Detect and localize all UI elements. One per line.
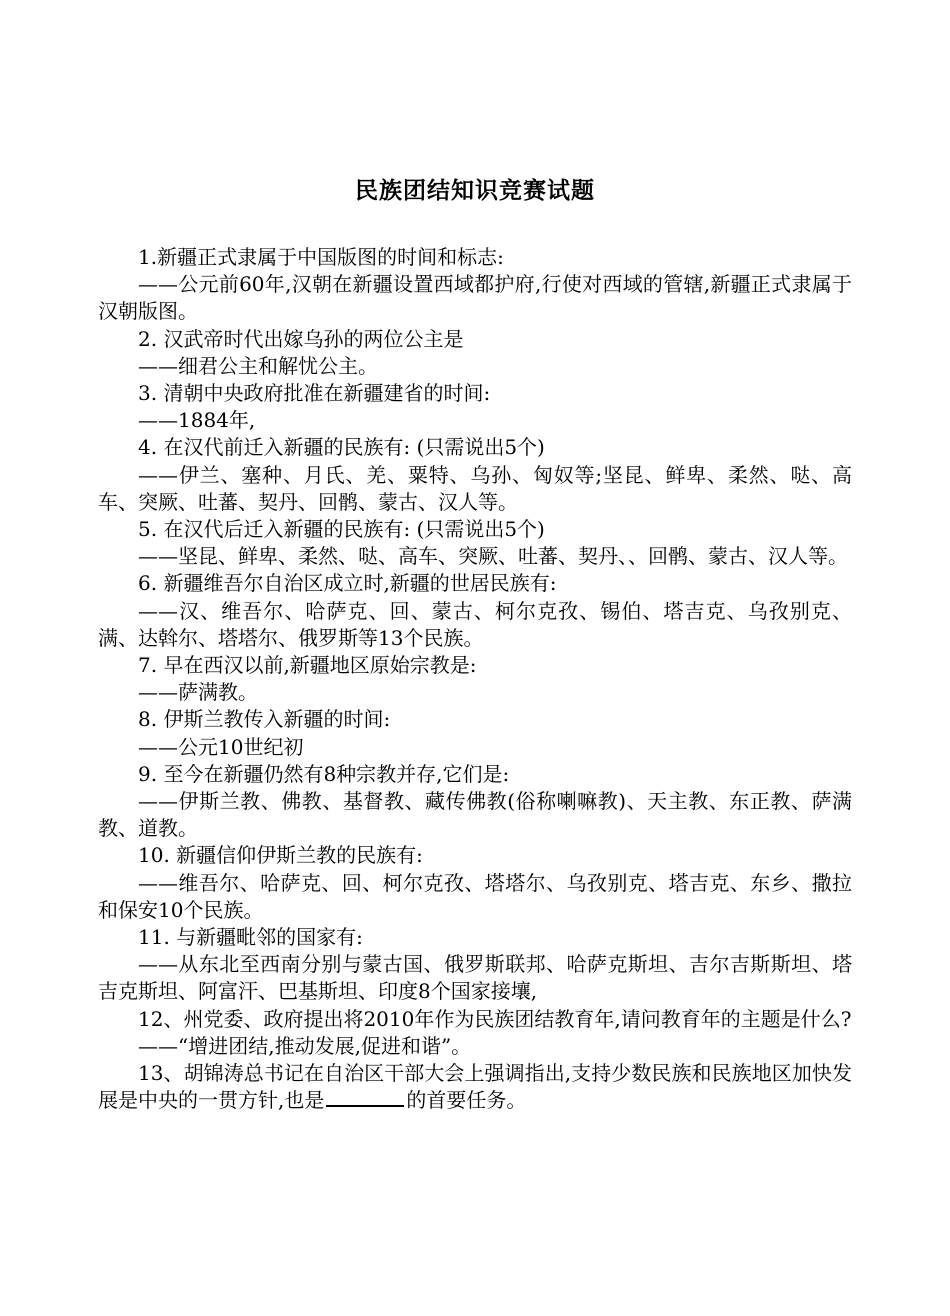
question-1: 1.新疆正式隶属于中国版图的时间和标志:	[138, 245, 504, 269]
question-2: 2. 汉武帝时代出嫁乌孙的两位公主是	[138, 326, 464, 351]
answer-8: ——公元10世纪初	[138, 734, 304, 759]
question-list	[98, 244, 852, 1115]
answer-6: ——汉、维吾尔、哈萨克、回、蒙古、柯尔克孜、锡伯、塔吉克、乌孜别克、满、达斡尔、塔塔尔、俄罗斯等13个民族。	[98, 598, 852, 650]
question-6: 6. 新疆维吾尔自治区成立时,新疆的世居民族有:	[138, 571, 557, 596]
question-9: 9. 至今在新疆仍然有8种宗教并存,它们是:	[138, 761, 510, 786]
answer-3: ——1884年,	[138, 408, 256, 433]
question-5: 5. 在汉代后迁入新疆的民族有: (只需说出5个)	[138, 517, 545, 542]
answer-1: ——公元前60年,汉朝在新疆设置西域都护府,行使对西域的管辖,新疆正式隶属于汉朝版图。	[98, 272, 852, 324]
question-11: 11. 与新疆毗邻的国家有:	[138, 925, 363, 950]
question-3: 3. 清朝中央政府批准在新疆建省的时间:	[138, 381, 491, 406]
answer-7: ——萨满教。	[138, 680, 258, 705]
question-10: 10. 新疆信仰伊斯兰教的民族有:	[138, 843, 423, 868]
question-4: 4. 在汉代前迁入新疆的民族有: (只需说出5个)	[138, 435, 545, 460]
question-7: 7. 早在西汉以前,新疆地区原始宗教是:	[138, 653, 477, 678]
answer-4: ——伊兰、塞种、月氏、羌、粟特、乌孙、匈奴等;坚昆、鲜卑、柔然、哒、高车、突厥、吐蕃、契丹、回鹘、蒙古、汉人等。	[98, 462, 852, 514]
question-13-before: 13、胡锦涛总书记在自治区干部大会上强调指出,支持少数民族和民族地区加快发展是中央的一贯方针,也是	[98, 1061, 852, 1113]
answer-12: ——“增进团结,推动发展,促进和谐”。	[138, 1033, 472, 1058]
answer-10: ——维吾尔、哈萨克、回、柯尔克孜、塔塔尔、乌孜别克、塔吉克、东乡、撒拉和保安10个民族。	[98, 870, 852, 922]
question-12: 12、州党委、政府提出将2010年作为民族团结教育年,请问教育年的主题是什么?	[138, 1006, 852, 1031]
fill-in-blank	[326, 1087, 404, 1107]
answer-9: ——伊斯兰教、佛教、基督教、藏传佛教(俗称喇嘛教)、天主教、东正教、萨满教、道教。	[98, 789, 852, 841]
question-13	[98, 1060, 852, 1114]
answer-2: ——细君公主和解忧公主。	[138, 353, 378, 378]
question-13-after: 的首要任务。	[406, 1088, 527, 1113]
question-8: 8. 伊斯兰教传入新疆的时间:	[138, 707, 391, 732]
answer-5: ——坚昆、鲜卑、柔然、哒、高车、突厥、吐蕃、契丹、、回鹘、蒙古、汉人等。	[138, 544, 848, 569]
document-title: 民族团结知识竞赛试题	[355, 177, 595, 204]
answer-11: ——从东北至西南分别与蒙古国、俄罗斯联邦、哈萨克斯坦、吉尔吉斯斯坦、塔吉克斯坦、阿富汗、巴基斯坦、印度8个国家接壤,	[98, 952, 852, 1004]
